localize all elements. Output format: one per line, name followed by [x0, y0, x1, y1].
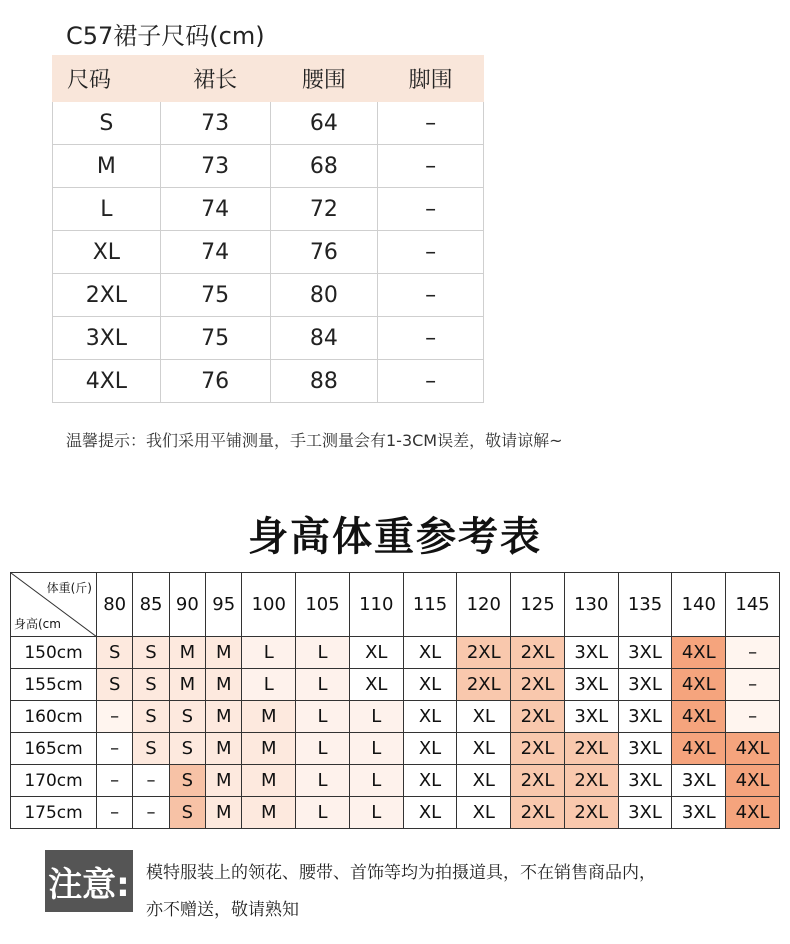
weight-header-row [11, 573, 780, 637]
size-recommendation-cell: – [133, 797, 169, 829]
notice-badge: 注意: [45, 850, 133, 912]
size-table-row [53, 102, 484, 145]
weight-header-cell: 105 [296, 573, 350, 637]
size-table-row [53, 145, 484, 188]
size-recommendation-cell: S [169, 765, 205, 797]
size-table-cell: 75 [160, 317, 270, 360]
size-table-cell: – [378, 274, 484, 317]
size-table-row [53, 188, 484, 231]
height-weight-table [10, 572, 780, 829]
size-recommendation-cell: 4XL [672, 669, 726, 701]
size-table-cell: 73 [160, 145, 270, 188]
size-table-cell: 84 [270, 317, 378, 360]
size-recommendation-cell: 3XL [618, 637, 672, 669]
size-recommendation-cell: S [133, 669, 169, 701]
size-recommendation-cell: 2XL [564, 765, 618, 797]
weight-header-cell: 140 [672, 573, 726, 637]
weight-header-cell: 85 [133, 573, 169, 637]
size-recommendation-cell: 2XL [564, 797, 618, 829]
size-recommendation-cell: M [206, 797, 242, 829]
table-corner-cell [11, 573, 97, 637]
size-table-header-row [53, 56, 484, 102]
size-recommendation-cell: S [169, 733, 205, 765]
size-recommendation-cell: S [169, 701, 205, 733]
size-table-cell: 74 [160, 188, 270, 231]
size-table-cell: 74 [160, 231, 270, 274]
size-recommendation-cell: L [296, 797, 350, 829]
height-label-cell: 155cm [11, 669, 97, 701]
weight-header-cell: 120 [457, 573, 511, 637]
height-label-cell: 175cm [11, 797, 97, 829]
size-table-cell: 2XL [53, 274, 161, 317]
height-label-cell: 165cm [11, 733, 97, 765]
size-recommendation-cell: M [206, 701, 242, 733]
size-recommendation-cell: 3XL [564, 669, 618, 701]
size-recommendation-cell: 3XL [564, 637, 618, 669]
size-table-cell: 3XL [53, 317, 161, 360]
size-table-cell: – [378, 231, 484, 274]
size-recommendation-cell: 4XL [726, 765, 780, 797]
height-row [11, 797, 780, 829]
size-recommendation-cell: XL [457, 701, 511, 733]
size-table-cell: 76 [270, 231, 378, 274]
size-recommendation-cell: XL [403, 669, 457, 701]
size-recommendation-cell: 3XL [618, 797, 672, 829]
weight-header-cell: 130 [564, 573, 618, 637]
size-recommendation-cell: L [296, 669, 350, 701]
height-row [11, 637, 780, 669]
size-recommendation-cell: L [349, 797, 403, 829]
notice-text-line-1: 模特服装上的领花、腰带、首饰等均为拍摄道具，不在销售商品内， [146, 863, 656, 883]
size-recommendation-cell: 3XL [672, 765, 726, 797]
size-table-cell: 80 [270, 274, 378, 317]
height-label-cell: 150cm [11, 637, 97, 669]
size-recommendation-cell: L [242, 669, 296, 701]
height-label-cell: 160cm [11, 701, 97, 733]
size-recommendation-cell: 2XL [457, 637, 511, 669]
size-table-cell: XL [53, 231, 161, 274]
size-table-cell: – [378, 360, 484, 403]
notice-text-line-2: 亦不赠送，敬请熟知 [146, 900, 299, 920]
weight-header-cell: 135 [618, 573, 672, 637]
size-recommendation-cell: – [726, 701, 780, 733]
size-recommendation-cell: M [242, 797, 296, 829]
size-recommendation-cell: XL [349, 669, 403, 701]
size-recommendation-cell: 2XL [564, 733, 618, 765]
size-table-row [53, 231, 484, 274]
weight-header-cell: 110 [349, 573, 403, 637]
size-recommendation-cell: XL [457, 797, 511, 829]
size-recommendation-cell: M [206, 669, 242, 701]
size-recommendation-cell: 2XL [511, 765, 565, 797]
size-recommendation-cell: XL [349, 637, 403, 669]
size-recommendation-cell: 3XL [564, 701, 618, 733]
size-recommendation-cell: S [133, 637, 169, 669]
size-recommendation-cell: 4XL [672, 637, 726, 669]
size-recommendation-cell: S [97, 669, 133, 701]
size-recommendation-cell: M [206, 765, 242, 797]
size-table-cell: 75 [160, 274, 270, 317]
size-table-row [53, 317, 484, 360]
height-row [11, 765, 780, 797]
size-recommendation-cell: M [169, 637, 205, 669]
weight-header-cell: 80 [97, 573, 133, 637]
height-axis-label: 身高(cm [14, 617, 61, 631]
size-recommendation-cell: 4XL [672, 701, 726, 733]
measurement-tip: 温馨提示：我们采用平铺测量，手工测量会有1-3CM误差，敬请谅解~ [66, 431, 563, 450]
size-table-cell: – [378, 102, 484, 145]
size-table-cell: 88 [270, 360, 378, 403]
reference-chart-title: 身高体重参考表 [248, 514, 542, 560]
size-recommendation-cell: – [97, 733, 133, 765]
size-recommendation-cell: L [349, 701, 403, 733]
size-recommendation-cell: S [169, 797, 205, 829]
size-table-cell: 76 [160, 360, 270, 403]
size-recommendation-cell: L [296, 637, 350, 669]
size-recommendation-cell: 3XL [672, 797, 726, 829]
size-recommendation-cell: L [296, 733, 350, 765]
size-recommendation-cell: 2XL [511, 701, 565, 733]
size-recommendation-cell: L [349, 765, 403, 797]
size-recommendation-cell: XL [403, 637, 457, 669]
size-table-cell: – [378, 317, 484, 360]
size-table-header: 裙长 [160, 56, 270, 102]
size-recommendation-cell: – [97, 701, 133, 733]
size-recommendation-cell: 2XL [511, 669, 565, 701]
size-recommendation-cell: L [349, 733, 403, 765]
size-table-cell: – [378, 145, 484, 188]
size-recommendation-cell: – [97, 797, 133, 829]
size-recommendation-cell: M [169, 669, 205, 701]
size-recommendation-cell: 4XL [672, 733, 726, 765]
size-recommendation-cell: XL [403, 733, 457, 765]
size-recommendation-cell: 4XL [726, 797, 780, 829]
size-table-header: 腰围 [270, 56, 378, 102]
size-recommendation-cell: XL [403, 765, 457, 797]
size-recommendation-cell: 3XL [618, 765, 672, 797]
size-recommendation-cell: 2XL [511, 637, 565, 669]
size-recommendation-cell: L [242, 637, 296, 669]
size-recommendation-cell: S [133, 733, 169, 765]
size-recommendation-cell: – [97, 765, 133, 797]
size-recommendation-cell: S [97, 637, 133, 669]
size-recommendation-cell: L [296, 701, 350, 733]
size-recommendation-cell: 3XL [618, 701, 672, 733]
size-recommendation-cell: 3XL [618, 733, 672, 765]
size-table-cell: – [378, 188, 484, 231]
size-recommendation-cell: 4XL [726, 733, 780, 765]
size-recommendation-cell: XL [457, 765, 511, 797]
size-table-header: 尺码 [53, 56, 161, 102]
weight-header-cell: 115 [403, 573, 457, 637]
size-table-cell: 64 [270, 102, 378, 145]
weight-header-cell: 95 [206, 573, 242, 637]
height-row [11, 701, 780, 733]
size-recommendation-cell: M [206, 637, 242, 669]
size-chart-title: C57裙子尺码(cm) [66, 22, 265, 50]
weight-header-cell: 145 [726, 573, 780, 637]
size-recommendation-cell: M [242, 733, 296, 765]
weight-header-cell: 90 [169, 573, 205, 637]
size-recommendation-cell: XL [457, 733, 511, 765]
size-recommendation-cell: M [242, 765, 296, 797]
size-recommendation-cell: M [206, 733, 242, 765]
size-table-cell: L [53, 188, 161, 231]
size-table-row [53, 360, 484, 403]
size-table-cell: 73 [160, 102, 270, 145]
weight-axis-label: 体重(斤) [46, 581, 92, 595]
height-label-cell: 170cm [11, 765, 97, 797]
size-recommendation-cell: XL [403, 701, 457, 733]
size-table-cell: 4XL [53, 360, 161, 403]
size-recommendation-cell: – [133, 765, 169, 797]
size-table-cell: S [53, 102, 161, 145]
size-recommendation-cell: 2XL [511, 797, 565, 829]
size-recommendation-cell: S [133, 701, 169, 733]
weight-header-cell: 125 [511, 573, 565, 637]
size-recommendation-cell: 2XL [511, 733, 565, 765]
size-recommendation-cell: 3XL [618, 669, 672, 701]
size-table-cell: M [53, 145, 161, 188]
size-recommendation-cell: XL [403, 797, 457, 829]
height-row [11, 669, 780, 701]
size-table-header: 脚围 [378, 56, 484, 102]
size-table-cell: 68 [270, 145, 378, 188]
size-table-cell: 72 [270, 188, 378, 231]
size-table [52, 55, 484, 403]
size-recommendation-cell: 2XL [457, 669, 511, 701]
size-recommendation-cell: – [726, 637, 780, 669]
height-row [11, 733, 780, 765]
size-recommendation-cell: L [296, 765, 350, 797]
weight-header-cell: 100 [242, 573, 296, 637]
size-table-row [53, 274, 484, 317]
size-recommendation-cell: – [726, 669, 780, 701]
size-recommendation-cell: M [242, 701, 296, 733]
